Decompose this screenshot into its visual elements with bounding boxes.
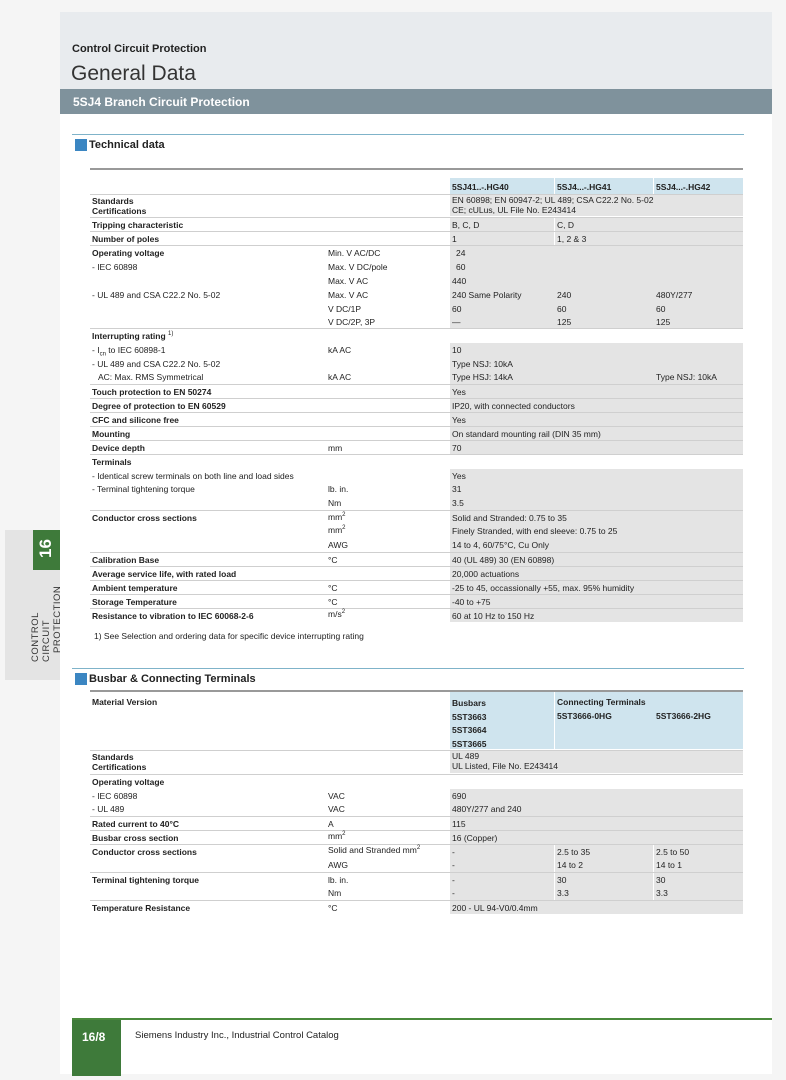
row-label: Interrupting rating: [92, 331, 166, 341]
section-marker-icon: [75, 139, 87, 151]
table-row: [90, 872, 743, 900]
table-row: [90, 398, 743, 412]
chapter-label: [30, 586, 63, 662]
unit-superscript: 2: [416, 845, 421, 852]
table-row: [90, 830, 743, 844]
row-value: 125: [557, 317, 572, 327]
row-value: 70: [450, 441, 743, 454]
row-label: Operating voltage: [92, 777, 165, 787]
row-label: Resistance to vibration to IEC 60068-2-6: [92, 611, 254, 621]
row-label: Number of poles: [92, 234, 160, 244]
row-label: Terminals: [92, 457, 132, 467]
row-value: Yes: [450, 413, 743, 426]
row-label: Standards: [92, 196, 134, 206]
row-unit: Max. V AC: [328, 276, 369, 286]
certifications-value: CE; cULus, UL File No. E243414: [452, 204, 576, 215]
value-block: [450, 246, 743, 328]
chapter-number-box: [33, 530, 60, 570]
section-marker-icon: [75, 673, 87, 685]
row-label: Calibration Base: [92, 555, 160, 565]
row-unit: kA AC: [328, 372, 352, 382]
row-value: Solid and Stranded: 0.75 to 35: [452, 513, 567, 523]
row-unit: °C: [328, 583, 338, 593]
table-row: [90, 594, 743, 608]
row-value: Type HSJ: 14kA: [452, 372, 513, 382]
table-row: [90, 412, 743, 426]
row-unit: mm: [328, 443, 343, 453]
row-value: 20,000 actuations: [450, 567, 743, 580]
row-label: - IEC 60898: [92, 791, 138, 801]
row-unit: lb. in.: [328, 484, 349, 494]
row-label: Degree of protection to EN 60529: [92, 401, 226, 411]
row-value: Yes: [452, 471, 466, 481]
value-block: [450, 873, 554, 900]
row-value: —: [452, 317, 461, 327]
row-unit: Nm: [328, 888, 342, 898]
footnote: 1) See Selection and ordering data for specific device interrupting rating: [94, 631, 364, 641]
row-value: 1: [450, 232, 554, 245]
table-row: [90, 580, 743, 594]
standards-value: EN 60898; EN 60947-2; UL 489; CSA C22.2 No. 5-02: [452, 195, 654, 205]
footnote-ref: 1): [168, 331, 174, 338]
row-label: Operating voltage: [92, 248, 165, 258]
row-value: -: [452, 888, 455, 898]
table-row: [90, 552, 743, 566]
row-value: Type NSJ: 10kA: [656, 372, 717, 382]
row-label: Tripping characteristic: [92, 220, 184, 230]
section-title: Technical data: [89, 139, 165, 151]
unit-superscript: 2: [342, 512, 346, 519]
row-unit: kA AC: [328, 345, 352, 355]
icn-suffix: to IEC 60898-1: [105, 345, 166, 355]
row-label: Certifications: [92, 205, 147, 216]
unit-superscript: 2: [342, 525, 346, 532]
unit-text: Solid and Stranded mm: [328, 845, 417, 855]
row-value: 2.5 to 50: [656, 847, 690, 857]
row-label: - Terminal tightening torque: [92, 484, 195, 494]
row-value: 24: [456, 248, 466, 258]
table-row: [90, 217, 743, 231]
section-title: Busbar & Connecting Terminals: [89, 673, 256, 685]
row-label: - UL 489 and CSA C22.2 No. 5-02: [92, 359, 221, 369]
row-label: Ambient temperature: [92, 583, 178, 593]
page-header: [60, 12, 772, 89]
row-unit: AWG: [328, 860, 348, 870]
row-unit: Min. V AC/DC: [328, 248, 381, 258]
row-value: 60: [452, 304, 462, 314]
row-value: 31: [452, 484, 462, 494]
table-row: [90, 608, 743, 622]
row-value: 60: [456, 262, 466, 272]
row-label: Busbar cross section: [92, 833, 179, 843]
icn-prefix: - I: [92, 345, 100, 355]
row-label: - Identical screw terminals on both line and load sides: [92, 471, 294, 481]
row-unit: Max. V DC/pole: [328, 262, 388, 272]
row-value: 14 to 2: [557, 860, 583, 870]
row-value: 30: [557, 875, 567, 885]
row-unit: V DC/1P: [328, 304, 362, 314]
table-row: [90, 844, 743, 872]
row-unit: A: [328, 819, 334, 829]
row-unit: lb. in.: [328, 875, 349, 885]
value-block: [450, 469, 743, 510]
footer-text: Siemens Industry Inc., Industrial Control Catalog: [135, 1030, 339, 1041]
table-row: [90, 900, 743, 914]
row-value: [450, 751, 743, 773]
table-row: [90, 231, 743, 245]
terminal-code: 5ST3666-0HG: [557, 711, 612, 721]
row-label: Rated current to 40°C: [92, 819, 180, 829]
row-value: -: [452, 847, 455, 857]
row-unit: °C: [328, 903, 338, 913]
page-title: General Data: [71, 62, 196, 85]
row-label: Certifications: [92, 761, 147, 772]
row-value: 14 to 4, 60/75°C, Cu Only: [452, 540, 549, 550]
row-label: - IEC 60898: [92, 262, 138, 272]
busbars-label: Busbars: [452, 698, 487, 708]
row-value: IP20, with connected conductors: [450, 399, 743, 412]
row-value: -: [452, 860, 455, 870]
section-band: [60, 89, 772, 114]
row-value: 480Y/277 and 240: [452, 804, 522, 814]
chapter-label-line: CONTROL CIRCUIT: [30, 612, 52, 662]
row-unit: V DC/2P, 3P: [328, 317, 376, 327]
row-label: Conductor cross sections: [92, 847, 197, 857]
row-value: On standard mounting rail (DIN 35 mm): [450, 427, 743, 440]
band-title: 5SJ4 Branch Circuit Protection: [73, 95, 250, 109]
unit-text: mm: [328, 831, 343, 841]
row-value: 16 (Copper): [450, 831, 743, 844]
row-value: -: [452, 875, 455, 885]
row-value: 3.3: [656, 888, 668, 898]
row-label: Standards: [92, 752, 134, 762]
row-label: - UL 489 and CSA C22.2 No. 5-02: [92, 290, 221, 300]
row-value: 60: [557, 304, 567, 314]
row-value: 14 to 1: [656, 860, 682, 870]
table-row: [90, 774, 743, 816]
row-value: 440: [452, 276, 467, 286]
icn-subscript: cn: [99, 351, 106, 358]
row-value: -40 to +75: [450, 595, 743, 608]
row-value: 480Y/277: [656, 290, 693, 300]
row-unit: VAC: [328, 804, 345, 814]
row-label: - UL 489: [92, 804, 125, 814]
row-unit: °C: [328, 555, 338, 565]
row-value: Yes: [450, 385, 743, 398]
table-row: [90, 816, 743, 830]
busbar-heading: [72, 668, 744, 689]
row-unit: AWG: [328, 540, 348, 550]
table-top-rule: [90, 168, 743, 170]
table-row: [90, 328, 743, 384]
table-row: [90, 194, 743, 217]
row-value: 30: [656, 875, 666, 885]
standards-value: UL 489: [452, 751, 480, 761]
value-block: [450, 845, 554, 872]
unit-text: mm: [328, 512, 343, 522]
page-number: 16/8: [82, 1030, 106, 1044]
row-value: C, D: [555, 218, 743, 231]
row-label: Device depth: [92, 443, 145, 453]
row-value: 690: [452, 791, 467, 801]
busbar-code: 5ST3663: [452, 711, 487, 722]
chapter-side-tab[interactable]: [5, 530, 63, 680]
technical-data-heading: [72, 134, 744, 155]
column-header-hg40: 5SJ41..-.HG40: [450, 178, 554, 194]
table-row: [90, 750, 743, 774]
table-row: [90, 245, 743, 328]
row-unit: Nm: [328, 498, 342, 508]
row-value: Finely Stranded, with end sleeve: 0.75 to 25: [452, 526, 618, 536]
table-row: [90, 426, 743, 440]
header-category: Control Circuit Protection: [72, 43, 207, 55]
row-unit: °C: [328, 597, 338, 607]
value-block: [555, 873, 653, 900]
page-footer: [72, 1018, 772, 1076]
table-row: [90, 440, 743, 454]
table-row: [90, 510, 743, 552]
row-value: 3.3: [557, 888, 569, 898]
column-header-hg42: 5SJ4...-.HG42: [654, 178, 743, 194]
row-value: 240 Same Polarity: [452, 290, 522, 300]
row-value: 200 - UL 94-V0/0.4mm: [450, 901, 743, 914]
busbar-code: 5ST3664: [452, 725, 487, 735]
row-value: 1, 2 & 3: [555, 232, 743, 245]
unit-text: m/s: [328, 609, 342, 619]
table-row: [90, 566, 743, 580]
row-value: 240: [557, 290, 572, 300]
connecting-terminals-label: Connecting Terminals: [557, 697, 646, 707]
row-unit: VAC: [328, 791, 345, 801]
table-row: [90, 454, 743, 510]
row-label: Terminal tightening torque: [92, 875, 200, 885]
certifications-value: UL Listed, File No. E243414: [452, 760, 558, 771]
table-row: [90, 384, 743, 398]
unit-superscript: 2: [341, 609, 346, 616]
row-value: 2.5 to 35: [557, 847, 591, 857]
row-label: AC: Max. RMS Symmetrical: [98, 372, 204, 382]
row-value: -25 to 45, occassionally +55, max. 95% humidity: [450, 581, 743, 594]
row-value: B, C, D: [450, 218, 554, 231]
row-value: 40 (UL 489) 30 (EN 60898): [450, 553, 743, 566]
row-unit: Max. V AC: [328, 290, 369, 300]
terminal-code: 5ST3666-2HG: [656, 711, 711, 721]
row-value: 60 at 10 Hz to 150 Hz: [450, 609, 743, 622]
busbars-header: [450, 692, 554, 749]
row-value: 10: [452, 345, 462, 355]
row-value: 125: [656, 317, 671, 327]
row-label: Touch protection to EN 50274: [92, 387, 212, 397]
row-label: Conductor cross sections: [92, 513, 197, 523]
row-label: Temperature Resistance: [92, 903, 191, 913]
row-label: CFC and silicone free: [92, 415, 179, 425]
row-label: Mounting: [92, 429, 131, 439]
unit-text: mm: [328, 525, 343, 535]
column-header-hg41: 5SJ4...-.HG41: [555, 178, 653, 194]
row-label: Average service life, with rated load: [92, 569, 237, 579]
row-value: [450, 195, 743, 216]
unit-superscript: 2: [342, 831, 346, 838]
chapter-label-line: PROTECTION: [52, 585, 63, 653]
row-value: 3.5: [452, 498, 464, 508]
row-label: Material Version: [92, 697, 158, 707]
row-value: Type NSJ: 10kA: [452, 359, 513, 369]
chapter-number: 16: [36, 539, 55, 558]
page-number-box: [72, 1020, 121, 1076]
row-value: 115: [450, 817, 743, 830]
busbar-code: 5ST3665: [452, 738, 487, 749]
row-value: 60: [656, 304, 666, 314]
row-label: Storage Temperature: [92, 597, 177, 607]
